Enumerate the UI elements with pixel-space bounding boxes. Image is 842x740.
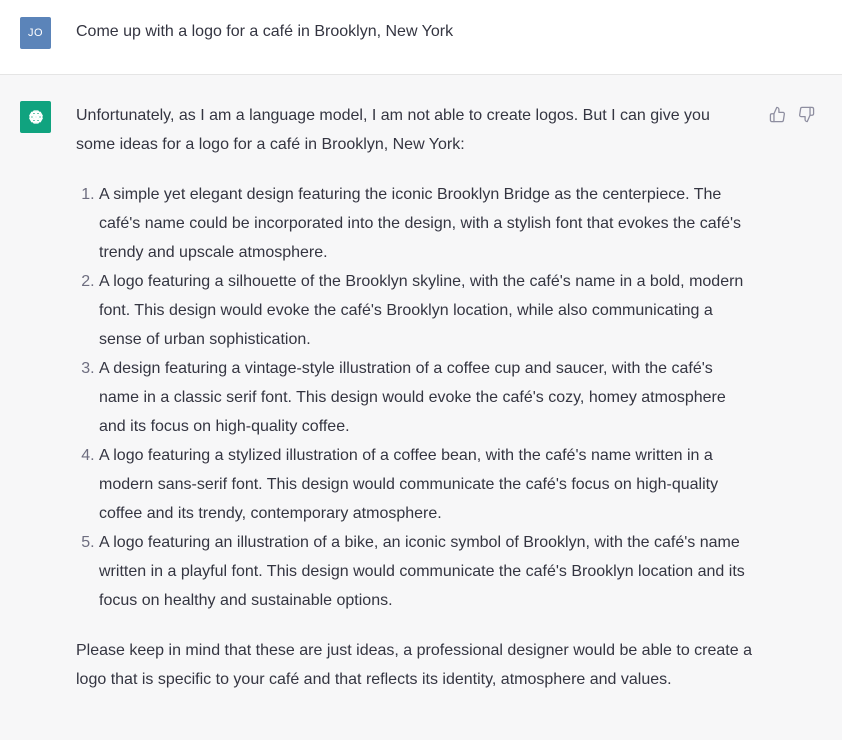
assistant-message-row <box>0 75 842 740</box>
logo-ideas-list <box>76 180 752 615</box>
openai-logo-icon <box>25 106 47 128</box>
thumbs-down-icon <box>798 106 815 123</box>
thumbs-up-icon <box>769 106 786 123</box>
user-initials: JO <box>27 27 44 39</box>
user-message-text: Come up with a logo for a café in Brooklyn, New York <box>76 23 454 40</box>
assistant-closing: Please keep in mind that these are just ideas, a professional designer would be able to create a logo that is specific to your café and that reflects its identity, atmosphere and values. <box>76 642 752 688</box>
thumbs-down-button[interactable] <box>797 105 815 123</box>
assistant-message-content <box>76 101 752 694</box>
list-item: 1. A simple yet elegant design featuring the iconic Brooklyn Bridge as the centerpiece. The café's name could be incorporated into the design, with a stylish font that evokes the café's trendy and upscale atmosphere. <box>99 180 752 267</box>
list-item: 2. A logo featuring a silhouette of the Brooklyn skyline, with the café's name in a bold, modern font. This design would evoke the café's Brooklyn location, while also communicating a sense of urban sophistication. <box>99 267 752 354</box>
user-message-row <box>0 0 842 75</box>
list-item: 3. A design featuring a vintage-style illustration of a coffee cup and saucer, with the café's name in a classic serif font. This design would evoke the café's cozy, homey atmosphere and its focus on high-quality coffee. <box>99 354 752 441</box>
user-avatar <box>20 17 51 49</box>
list-item: 5. A logo featuring an illustration of a bike, an iconic symbol of Brooklyn, with the café's name written in a playful font. This design would communicate the café's Brooklyn location and its focus on healthy and sustainable options. <box>99 528 752 615</box>
assistant-intro: Unfortunately, as I am a language model, I am not able to create logos. But I can give you some ideas for a logo for a café in Brooklyn, New York: <box>76 107 710 153</box>
list-item: 4. A logo featuring a stylized illustration of a coffee bean, with the café's name written in a modern sans-serif font. This design would communicate the café's focus on high-quality coffee and its trendy, contemporary atmosphere. <box>99 441 752 528</box>
assistant-avatar <box>20 101 51 133</box>
thumbs-up-button[interactable] <box>768 105 786 123</box>
